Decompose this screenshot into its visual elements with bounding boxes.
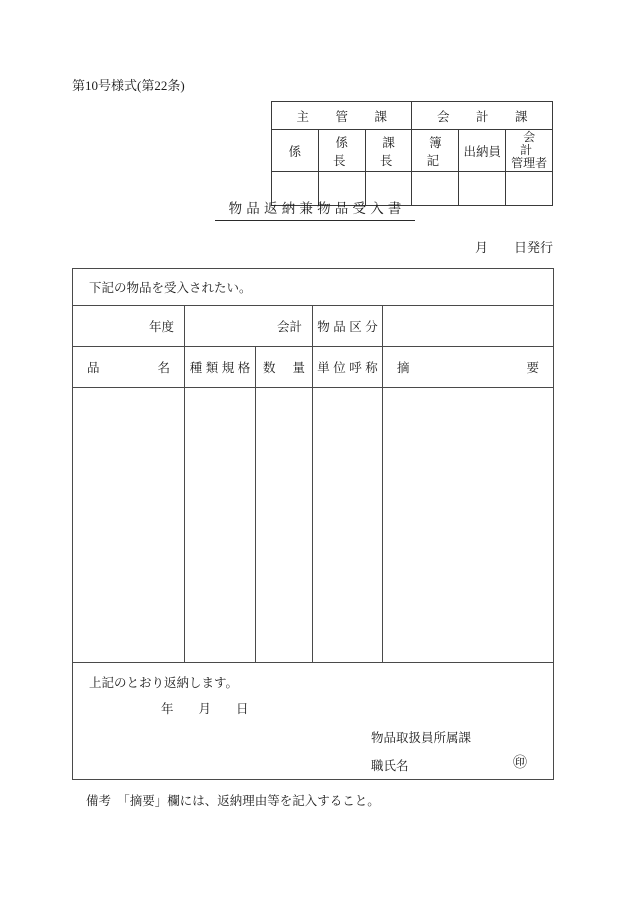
cell-type-spec[interactable]: [185, 388, 256, 663]
remarks-note: 備考 「摘要」欄には、返納理由等を記入すること。: [86, 794, 380, 808]
cell-quantity[interactable]: [256, 388, 313, 663]
column-header-remarks-right: 要: [526, 361, 540, 375]
return-statement: 上記のとおり返納します。: [89, 676, 239, 690]
document-title: 物品返納兼物品受入書: [215, 200, 415, 221]
approval-role-kacho: 課 長: [365, 130, 412, 172]
approval-role-kakaricho: 係 長: [318, 130, 365, 172]
approval-department-kaikei: 会 計 課: [412, 102, 553, 130]
goods-category-label: 物品区分: [313, 306, 383, 347]
handler-name-label: 職氏名: [371, 759, 409, 773]
approval-role-kaikeikanrisha-line1: 会 計: [520, 130, 560, 157]
column-header-remarks: [383, 347, 554, 388]
cell-item-name[interactable]: [73, 388, 185, 663]
issue-date-line: 月 日発行: [474, 240, 553, 255]
footer-block: [73, 663, 554, 780]
column-header-quantity: [256, 347, 313, 388]
column-header-item-name-left: 品: [87, 361, 100, 375]
approval-department-row: [272, 102, 553, 130]
column-header-remarks-left: 摘: [397, 361, 410, 375]
approval-role-kakari: 係: [272, 130, 319, 172]
approval-department-shukan: 主 管 課: [272, 102, 412, 130]
footer-statement-row: [73, 663, 554, 780]
approval-signature-boki[interactable]: [412, 172, 459, 206]
notice-text: 下記の物品を受入されたい。: [73, 269, 554, 306]
column-header-item-name: [73, 347, 185, 388]
column-header-quantity-right: 量: [292, 361, 305, 375]
approval-role-kaikeikanrisha: [506, 130, 560, 172]
approval-signature-kaikeikanrisha[interactable]: [506, 172, 553, 206]
table-row: [73, 388, 554, 663]
column-header-row: [73, 347, 554, 388]
column-header-quantity-left: 数: [263, 361, 276, 375]
return-date-line[interactable]: 年 月 日: [161, 702, 249, 716]
approval-role-suitoin: 出納員: [459, 130, 506, 172]
column-header-unit-name: 単位呼称: [313, 347, 383, 388]
account-label: 会計: [185, 306, 313, 347]
fiscal-year-label: 年度: [73, 306, 185, 347]
goods-category-value[interactable]: [383, 306, 554, 347]
form-number: 第10号様式(第22条): [72, 78, 185, 93]
cell-unit-name[interactable]: [313, 388, 383, 663]
approval-role-row: [272, 130, 553, 172]
column-header-item-name-right: 名: [157, 361, 170, 375]
main-form-table: [72, 268, 554, 780]
notice-row: [73, 269, 554, 306]
column-header-type-spec: 種類規格: [185, 347, 256, 388]
cell-remarks[interactable]: [383, 388, 554, 663]
approval-signature-suitoin[interactable]: [459, 172, 506, 206]
handler-department-label: 物品取扱員所属課: [371, 731, 472, 745]
approval-role-boki: 簿 記: [412, 130, 459, 172]
approval-role-kaikeikanrisha-line2: 管理者: [511, 156, 548, 170]
meta-row: [73, 306, 554, 347]
approval-seal-table: [271, 101, 560, 206]
seal-icon: ㊞: [513, 756, 527, 771]
